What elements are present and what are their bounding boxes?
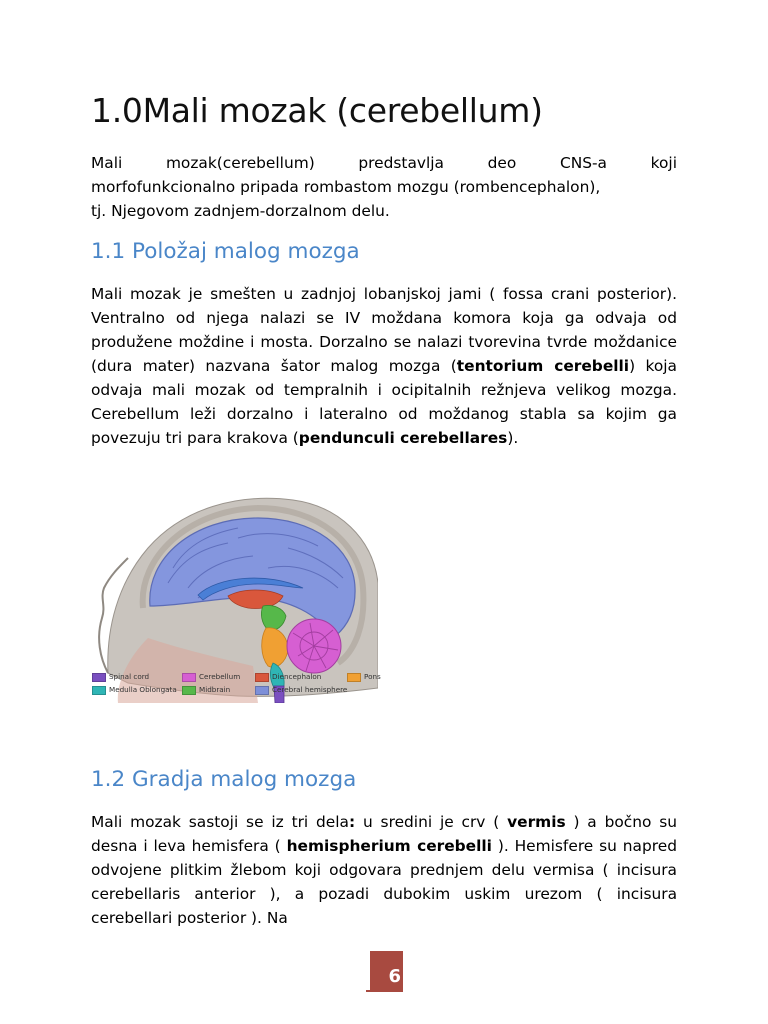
legend-swatch <box>347 673 361 682</box>
paragraph-text: ) koja odvaja mali mozak od tempralnih i ocipitalnih režnjeva velikog mozga. Cerebellum leži dorzalno i lateralno od moždanog stabla sa kojim ga povezuju tri para krakova ( <box>91 357 677 447</box>
legend-swatch <box>92 673 106 682</box>
legend-label: Midbrain <box>199 685 231 694</box>
intro-word: CNS-a <box>559 154 607 172</box>
term-hemispherium: hemispherium cerebelli <box>286 837 492 855</box>
polozaj-paragraph <box>91 282 677 450</box>
legend-label: Spinal cord <box>109 672 150 681</box>
bold-colon: : <box>348 813 356 831</box>
legend-label: Medulla Oblongata <box>109 685 177 694</box>
legend-label: Cerebellum <box>199 672 241 681</box>
term-vermis: vermis <box>507 813 566 831</box>
paragraph-text: ). Hemisfere su napred odvojene plitkim žlebom koji odgovara prednjem delu vermisa ( incisura cerebellaris anterior ), a pozadi dubokim uskim urezom ( incisura cerebellari posterior ). Na <box>91 837 677 927</box>
legend-item <box>347 670 381 683</box>
paragraph-text: ) a bočno su desna i leva hemisfera ( <box>91 813 677 855</box>
paragraph-text: Mali mozak je smešten u zadnjoj lobanjskoj jami ( fossa crani posterior). Ventralno od njega nalazi se IV moždana komora koja ga odvaja od produžene moždine i mosta. Dorzalno se nalazi tvorevina tvrde moždanice (dura mater) nazvana šator malog mozga ( <box>91 285 677 375</box>
intro-line-1 <box>91 151 677 175</box>
term-tentorium: tentorium cerebelli <box>456 357 630 375</box>
intro-line-2: morfofunkcionalno pripada rombastom mozgu (rombencephalon), <box>91 178 601 196</box>
page-number-underline <box>366 990 403 992</box>
paragraph-text: u sredini je crv ( <box>355 813 508 831</box>
intro-line-3: tj. Njegovom zadnjem-dorzalnom delu. <box>91 202 390 220</box>
legend-item <box>92 683 177 696</box>
paragraph-text: ). <box>507 429 519 447</box>
legend-item <box>182 670 240 683</box>
section-heading-gradja: 1.2 Gradja malog mozga <box>91 767 357 792</box>
legend-item <box>255 683 347 696</box>
intro-word: koji <box>650 154 677 172</box>
term-pendunculi: pendunculi cerebellares <box>298 429 508 447</box>
legend-label: Pons <box>364 672 381 681</box>
page-number: 6 <box>370 951 403 991</box>
gradja-paragraph <box>91 810 677 930</box>
legend-swatch <box>255 686 269 695</box>
legend-swatch <box>182 686 196 695</box>
intro-word: deo <box>487 154 517 172</box>
intro-word: predstavlja <box>358 154 444 172</box>
paragraph-text: Mali mozak sastoji se iz tri dela <box>91 813 349 831</box>
legend-label: Cerebral hemisphere <box>272 685 348 694</box>
intro-word: Mali <box>91 154 123 172</box>
intro-paragraph <box>91 151 677 223</box>
legend-item <box>255 670 321 683</box>
legend-label: Diencephalon <box>272 672 322 681</box>
page-title: 1.0Mali mozak (cerebellum) <box>91 91 543 130</box>
intro-word: mozak(cerebellum) <box>165 154 315 172</box>
legend-swatch <box>182 673 196 682</box>
legend-item <box>92 670 149 683</box>
legend-swatch <box>92 686 106 695</box>
legend-swatch <box>255 673 269 682</box>
section-heading-polozaj: 1.1 Položaj malog mozga <box>91 239 360 264</box>
legend-item <box>182 683 230 696</box>
